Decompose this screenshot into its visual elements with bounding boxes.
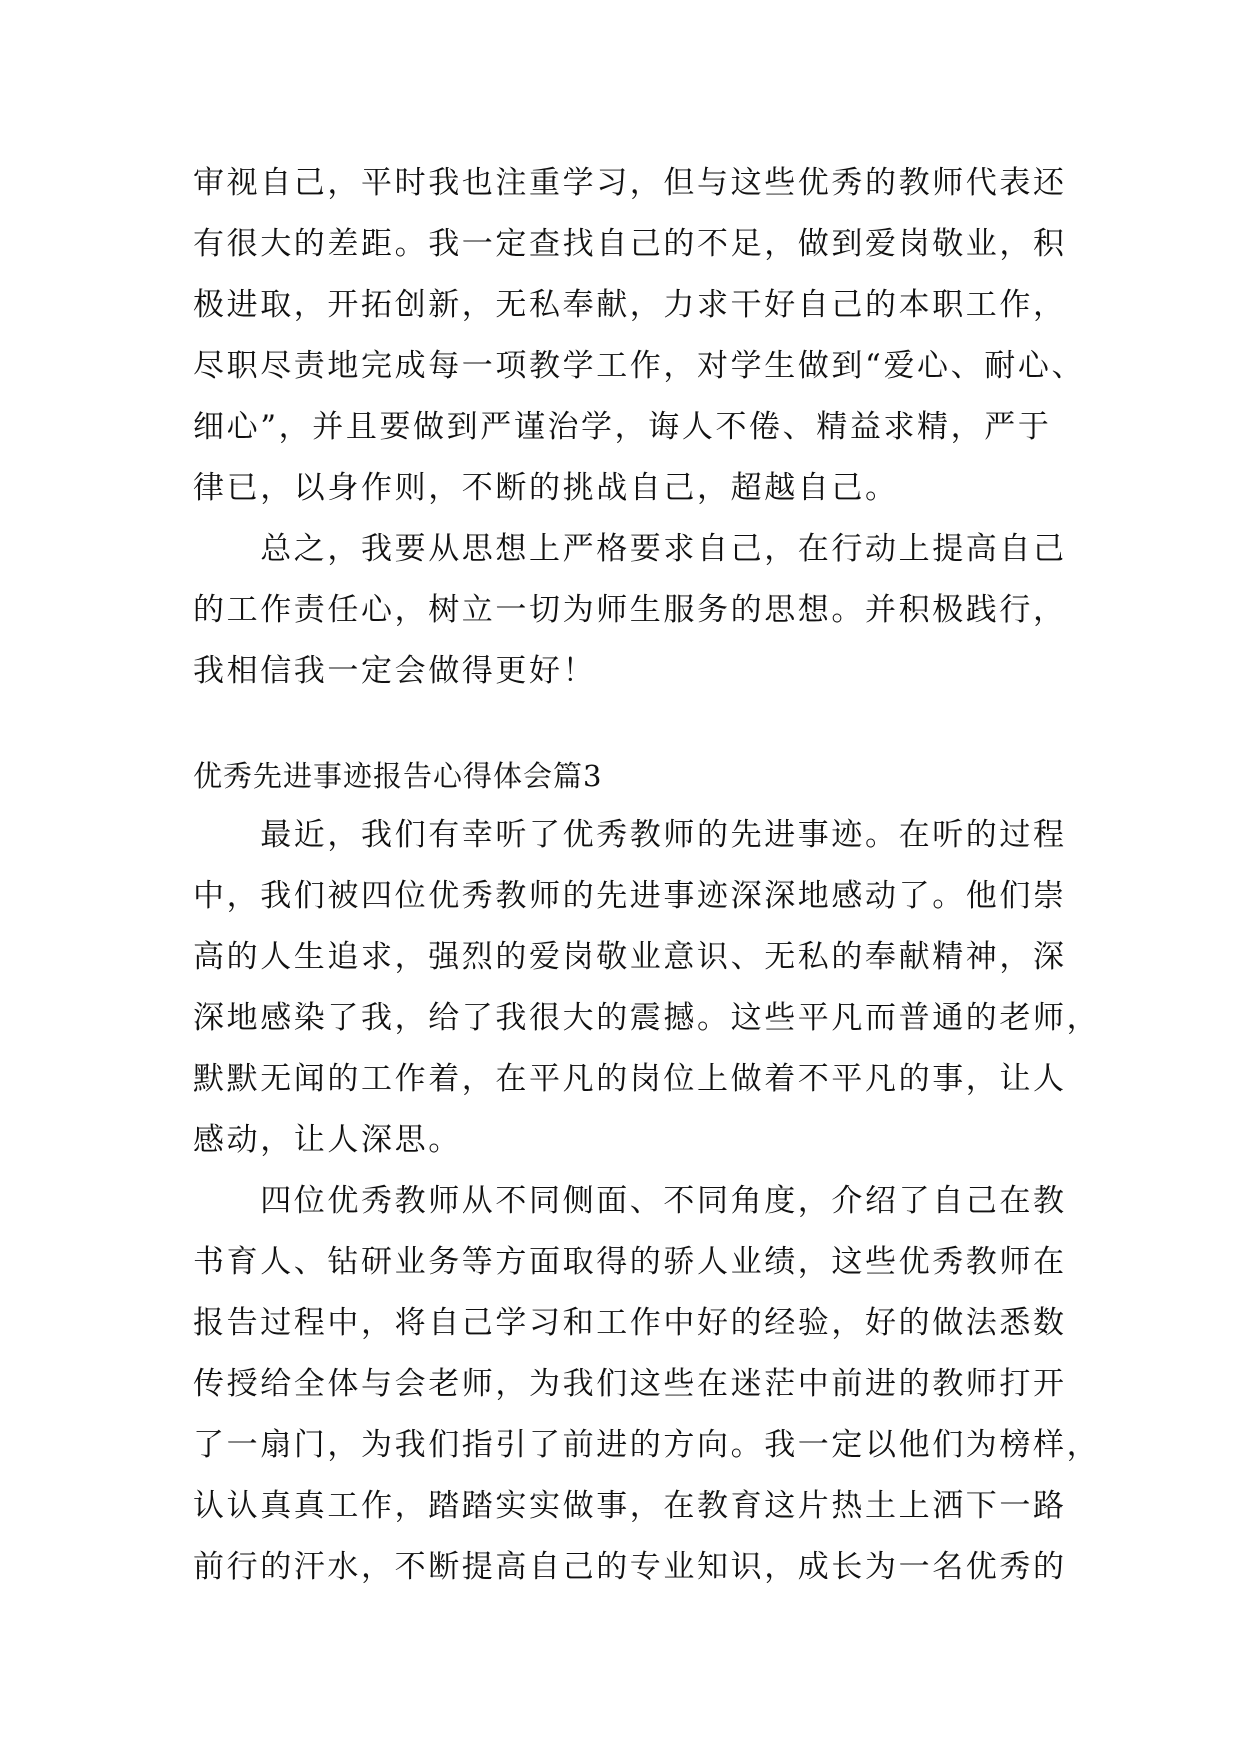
text-line: 默默无闻的工作着，在平凡的岗位上做着不平凡的事，让人	[193, 1061, 1067, 1097]
text-line: 书育人、钻研业务等方面取得的骄人业绩，这些优秀教师在	[193, 1244, 1067, 1280]
text-line: 深地感染了我，给了我很大的震撼。这些平凡而普通的老师，	[193, 1000, 1101, 1036]
text-line: 最近，我们有幸听了优秀教师的先进事迹。在听的过程	[193, 817, 1067, 853]
text-line: 了一扇门，为我们指引了前进的方向。我一定以他们为榜样，	[193, 1427, 1101, 1463]
text-line: 中，我们被四位优秀教师的先进事迹深深地感动了。他们崇	[193, 878, 1067, 914]
text-line: 报告过程中，将自己学习和工作中好的经验，好的做法悉数	[193, 1305, 1067, 1341]
text-line: 审视自己，平时我也注重学习，但与这些优秀的教师代表还	[193, 165, 1067, 201]
text-line: 四位优秀教师从不同侧面、不同角度，介绍了自己在教	[193, 1183, 1067, 1219]
text-line: 我相信我一定会做得更好！	[193, 653, 597, 689]
text-line: 细心”，并且要做到严谨治学，诲人不倦、精益求精，严于	[193, 409, 1052, 445]
text-line: 高的人生追求，强烈的爱岗敬业意识、无私的奉献精神，深	[193, 939, 1067, 975]
text-line: 尽职尽责地完成每一项教学工作，对学生做到“爱心、耐心、	[193, 348, 1086, 384]
section-title: 优秀先进事迹报告心得体会篇3	[193, 759, 603, 793]
text-line: 前行的汗水，不断提高自己的专业知识，成长为一名优秀的	[193, 1549, 1067, 1585]
text-line: 认认真真工作，踏踏实实做事，在教育这片热土上洒下一路	[193, 1488, 1067, 1524]
text-line: 感动，让人深思。	[193, 1122, 462, 1158]
text-line: 律已，以身作则，不断的挑战自己，超越自己。	[193, 470, 899, 506]
text-line: 极进取，开拓创新，无私奉献，力求干好自己的本职工作，	[193, 287, 1067, 323]
text-line: 传授给全体与会老师，为我们这些在迷茫中前进的教师打开	[193, 1366, 1067, 1402]
text-line: 总之，我要从思想上严格要求自己，在行动上提高自己	[193, 531, 1067, 567]
text-line: 有很大的差距。我一定查找自己的不足，做到爱岗敬业，积	[193, 226, 1067, 262]
text-line: 的工作责任心，树立一切为师生服务的思想。并积极践行，	[193, 592, 1067, 628]
